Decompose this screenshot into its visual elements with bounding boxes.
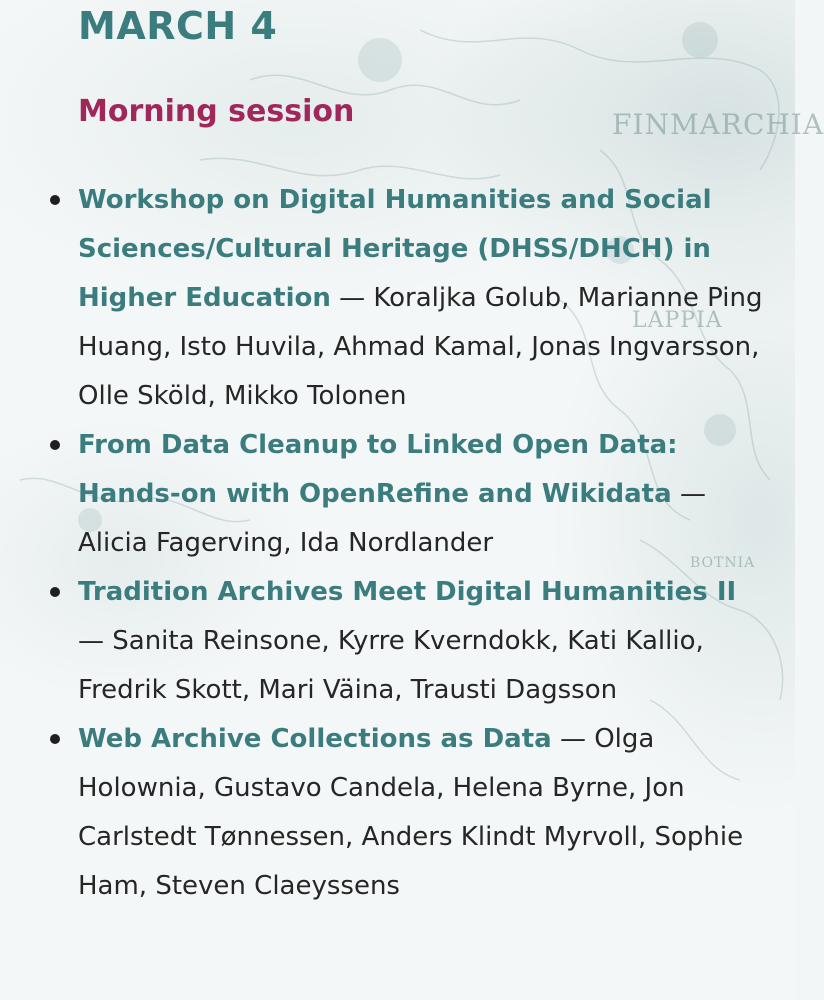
bullet-icon xyxy=(50,440,60,450)
list-item xyxy=(78,421,768,568)
session-title-link[interactable]: Web Archive Collections as Data xyxy=(78,724,552,754)
session-list xyxy=(78,176,768,911)
session-title-link[interactable]: Workshop on Digital Humanities and Social Sciences/Cultural Heritage (DHSS/DHCH) in Higher Education xyxy=(78,185,712,313)
date-heading: MARCH 4 xyxy=(78,4,278,48)
session-presenters: Sanita Reinsone, Kyrre Kverndokk, Kati Kallio, Fredrik Skott, Mari Väina, Trausti Dagsson xyxy=(78,626,704,705)
separator-dash: — xyxy=(339,283,374,313)
separator-dash: — xyxy=(679,479,706,509)
session-presenters: Olga Holownia, Gustavo Candela, Helena Byrne, Jon Carlstedt Tønnessen, Anders Klindt Myrvoll, Sophie Ham, Steven Claeyssens xyxy=(78,724,744,901)
bullet-icon xyxy=(50,734,60,744)
list-item xyxy=(78,568,768,715)
bullet-icon xyxy=(50,195,60,205)
session-title-link[interactable]: From Data Cleanup to Linked Open Data: Hands-on with OpenRefine and Wikidata xyxy=(78,430,678,509)
map-label-finmarchia: FINMARCHIA xyxy=(612,108,824,141)
map-label-lappia: LAPPIA xyxy=(632,308,723,333)
separator-dash: — xyxy=(559,724,595,754)
session-presenters: Alicia Fagerving, Ida Nordlander xyxy=(78,528,494,558)
map-label-botnia: BOTNIA xyxy=(690,555,756,571)
session-presenters: Koraljka Golub, Marianne Ping Huang, Isto Huvila, Ahmad Kamal, Jonas Ingvarsson, Olle Sköld, Mikko Tolonen xyxy=(78,283,763,411)
list-item xyxy=(78,176,768,421)
session-title-link[interactable]: Tradition Archives Meet Digital Humanities II xyxy=(78,577,737,607)
bullet-icon xyxy=(50,587,60,597)
session-heading: Morning session xyxy=(78,94,355,129)
list-item xyxy=(78,715,768,911)
separator-dash: — xyxy=(78,626,113,656)
